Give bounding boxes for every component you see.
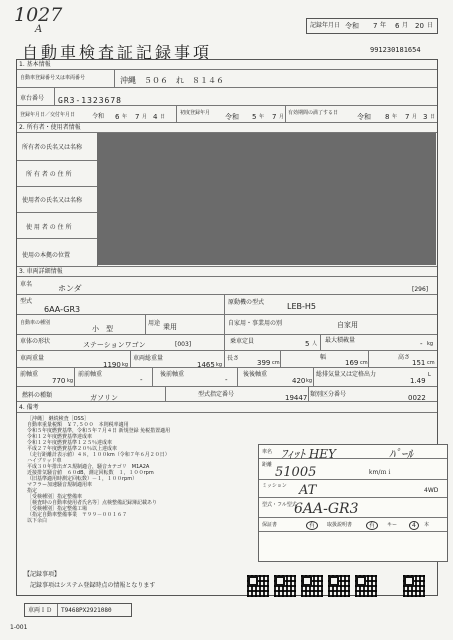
vehicle-id: T9468PX2921080 — [61, 607, 112, 614]
redacted-owner-info — [97, 133, 436, 265]
qr-code-4 — [328, 575, 350, 597]
remarks-list — [27, 416, 257, 524]
model-code: 6AA-GR3 — [44, 305, 81, 314]
vehicle-id-box: 車両ＩＤ T9468PX2921080 — [24, 603, 132, 617]
remark-line: 平成２７年度燃費基準２０％以上達成車 — [27, 446, 118, 452]
handwritten-note-card: 車名 ﾌｨｯﾄ HEY ﾊﾟｰﾙ 距離 51005 km/ｍｉ ミッション AT 4WD 型式・フル型式 6AA-GR3 保証書 有 取扱説明書 有 キー 4 本 — [258, 444, 448, 562]
remark-line: 令和１２年度燃費基準１２５％達成車 — [27, 440, 113, 446]
section-owner-header: 2. 所有者・使用者情報 — [19, 124, 81, 131]
remark-line: 近接排気騒音値 ６０dB，測定回転数 １，１００rpm — [27, 470, 154, 476]
page-title: 自動車検査証記録事項 — [22, 43, 213, 62]
remark-line: ［検査時の自動車使用者氏名等］点検整備記録簿記載あり — [27, 500, 158, 506]
remark-line: ［沖縄］ 継続検査［OSS］ — [27, 416, 89, 422]
note-model: 6AA-GR3 — [294, 501, 359, 517]
remark-line: （旧基準適用時測定回転数）－１，１００rpm） — [27, 476, 138, 482]
note-mileage: 51005 — [275, 465, 317, 480]
page-number: 1-001 — [10, 624, 28, 631]
remark-line: ［受検種別］指定整備工場 — [27, 506, 88, 512]
qr-code-6 — [403, 575, 425, 597]
remark-line: マフラー加速騒音規制適用車 — [27, 482, 93, 488]
handwritten-number: 1027 — [14, 4, 63, 26]
qr-code-3 — [301, 575, 323, 597]
note-color: ﾊﾟｰﾙ — [389, 447, 414, 461]
note-transmission: AT — [299, 483, 317, 498]
note-car-name: ﾌｨｯﾄ HEY — [281, 447, 336, 461]
section-basic-header: 1. 基本情報 — [19, 61, 51, 68]
registration-number: 沖縄 ５０６ れ ８１４６ — [120, 76, 224, 85]
remark-line: ハイブリッド車 — [27, 458, 62, 464]
section-vehicle-header: 3. 車両詳細情報 — [19, 268, 63, 275]
handwritten-letter: A — [35, 24, 43, 35]
section-remarks-header: 4. 備考 — [19, 404, 39, 411]
qr-code-2 — [274, 575, 296, 597]
remark-line: 指定 — [27, 488, 38, 494]
remark-line: 自動車重量税額 ￥７,５００ 本則税率適用 — [27, 422, 129, 428]
record-date-box: 記録年月日 令和 7 年 6 月 20 日 — [306, 18, 438, 34]
remark-line: 平成３０年排出ガス規制適合，騒音カテゴリ M1A2A — [27, 464, 150, 470]
qr-code-5 — [355, 575, 377, 597]
chassis-number: GR3-1323678 — [58, 96, 122, 105]
qr-code-1 — [247, 575, 269, 597]
remark-line: 令和５年度燃費基準，令和５年７月４日 新規登録 免税措置適用 — [27, 428, 171, 434]
remark-line: ［受検種別］指定整備車 — [27, 494, 83, 500]
remark-line: （走行距離計表示値）４８，１００km（令和７年６月２０日） — [27, 452, 170, 458]
engine-model: LEB-H5 — [287, 302, 316, 311]
document-number: 991230181654 — [370, 46, 421, 54]
remark-line: 以下余白 — [27, 518, 48, 524]
remark-line: 令和１２年度燃費基準達成車 — [27, 434, 93, 440]
remark-line: （指定自動車整備事業 〒９９－００１６７ — [27, 512, 128, 518]
maker-name: ホンダ — [58, 284, 82, 293]
